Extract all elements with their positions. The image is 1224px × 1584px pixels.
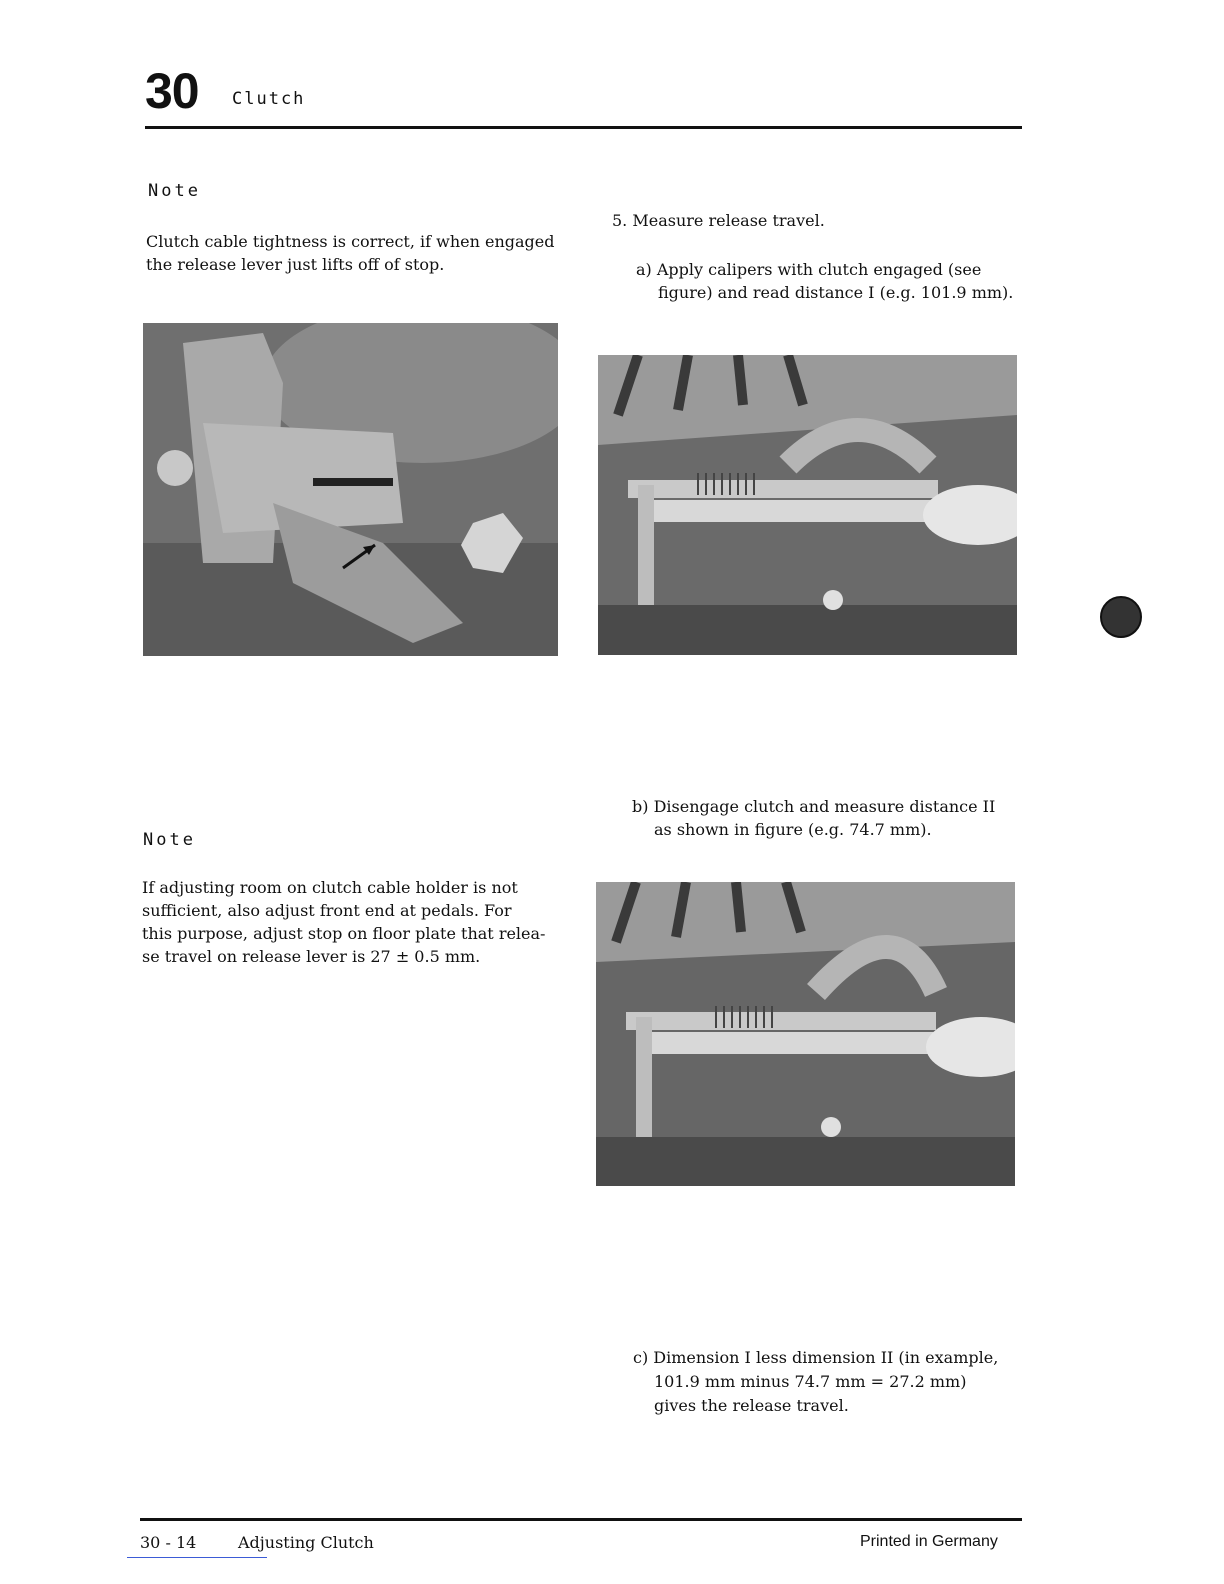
step-b — [632, 795, 995, 841]
note-2-line-1: If adjusting room on clutch cable holder is not — [142, 878, 518, 897]
step-a — [636, 258, 1013, 304]
photo-release-lever — [143, 323, 558, 656]
step-c-line-2: 101.9 mm minus 74.7 mm = 27.2 mm) — [654, 1372, 967, 1391]
note-2-line-2: sufficient, also adjust front end at pedals. For — [142, 901, 512, 920]
chapter-title: Clutch — [232, 89, 306, 109]
footer-rule — [140, 1518, 1022, 1521]
thumb-index-marker — [1100, 596, 1142, 638]
note-text-1 — [146, 230, 555, 276]
photo-calipers-engaged — [598, 355, 1017, 655]
step-a-line-1: a) Apply calipers with clutch engaged (see — [636, 260, 982, 279]
step-c-line-3: gives the release travel. — [654, 1396, 849, 1415]
chapter-number: 30 — [145, 63, 199, 119]
note-1-line-2: the release lever just lifts off of stop. — [146, 255, 445, 274]
note-heading-1: Note — [148, 181, 201, 201]
step-c — [633, 1346, 998, 1418]
footer-link-underline — [127, 1557, 267, 1558]
printed-in: Printed in Germany — [860, 1533, 998, 1550]
page-number: 30 - 14 — [140, 1533, 197, 1552]
step-5: 5. Measure release travel. — [612, 211, 825, 230]
note-text-2 — [142, 876, 545, 968]
step-a-line-2: figure) and read distance I (e.g. 101.9 mm). — [658, 283, 1014, 302]
note-2-line-4: se travel on release lever is 27 ± 0.5 mm. — [142, 947, 481, 966]
step-b-line-2: as shown in figure (e.g. 74.7 mm). — [654, 820, 932, 839]
note-heading-2: Note — [143, 830, 196, 850]
note-2-line-3: this purpose, adjust stop on floor plate that relea- — [142, 924, 546, 943]
step-b-line-1: b) Disengage clutch and measure distance II — [632, 797, 996, 816]
header-rule — [145, 126, 1022, 129]
step-c-line-1: c) Dimension I less dimension II (in example, — [633, 1348, 999, 1367]
footer-section-title: Adjusting Clutch — [238, 1533, 374, 1552]
photo-calipers-disengaged — [596, 882, 1015, 1186]
note-1-line-1: Clutch cable tightness is correct, if when engaged — [146, 232, 555, 251]
